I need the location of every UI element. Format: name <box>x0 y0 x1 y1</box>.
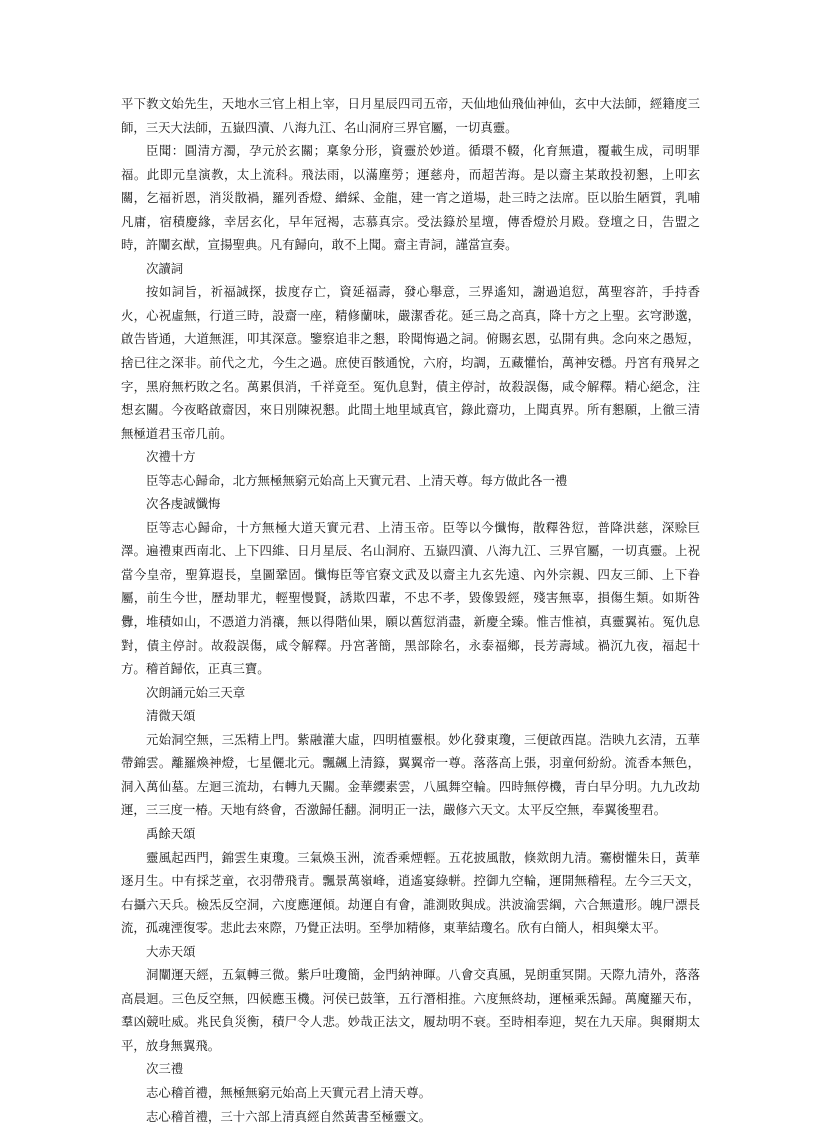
section-heading-three-bows: 次三禮 <box>146 1061 184 1077</box>
memorial-paragraph: 臣聞：圓清方濁，孕元於玄關；稟象分形，資靈於妙道。循環不輟，化育無遺，覆載生成，司明罪福。此即元皇演教，太上流科。飛法雨，以滿塵勞；運慈舟，而超苦海。是以齋主某敢投初懇，上叩玄關，乞福祈恩，消災散禍，羅列香燈、繒綵、金龍，建一宵之道場，赴三時之法席。臣以胎生陋質，乳哺凡庸，宿積慶緣，幸居玄化，早年冠褐，志慕真宗。受法籙於星壇，傳香燈於月殿。登壇之日，告盟之時，許闡玄猷，宣揚聖典。凡有歸向，敢不上聞。齋主青詞，謹當宣奏。 <box>121 143 700 253</box>
ten-directions-paragraph: 臣等志心歸命，北方無極無窮元始高上天實元君、上清天尊。每方做此各一禮 <box>146 472 568 488</box>
hymn-title-dachi: 大赤天頌 <box>146 943 196 959</box>
hymn-yuyu-paragraph: 靈風起西門，錦雲生東瓊。三氣煥玉洲，流香乘煙輕。五花披風散，倏欻朗九清。騫樹懽朱日，黃華逐月生。中有採芝童，衣羽帶飛青。飄景萬嶺峰，逍遙宴綠軿。控御九空輪，運開無稽程。左今三天文，右攝六天兵。檢炁反空洞，六度應運傾。劫運自有會，誰測敗與成。洪波淪雲綱，六合無遺形。魄尸漂長流，孤魂湮復零。悲此去來際，乃覺正法明。至學加精修，東華結瓊名。欣有白簡人，相與樂太平。 <box>121 849 700 936</box>
repentance-paragraph: 臣等志心歸命，十方無極大道天實元君、上清玉帝。臣等以今懺悔，散釋咎愆，普降洪慈，深赊巨澤。遍禮東西南北、上下四維、日月星辰、名山洞府、五嶽四瀆、八海九江、三界官屬，一切真靈。上祝當今皇帝，聖算遐長，皇圖鞏固。懺悔臣等官寮文武及以齋主九玄先遠、內外宗親、四友三師、上下眷屬，前生今世，歷劫罪尤，輕聖慢賢，誘欺四輩，不忠不孝，毀像毀經，殘害無辜，損傷生類。如斯咎釁，堆積如山，不憑道力消禳，無以得階仙果，願以舊愆消盡，新慶全臻。惟吉惟禎，真靈翼祐。冤仇息對，債主停討。故殺誤傷，咸令解釋。丹宮著簡，黑部除名，永泰福鄉，長芳壽域。禍沉九夜，福起十方。稽首歸依，正真三寶。 <box>121 519 700 677</box>
section-heading-ten-directions: 次禮十方 <box>146 449 196 465</box>
hymn-dachi-paragraph: 洞闡運天經，五氣轉三微。紫戶吐瓊簡，金門納神暉。八會交真風，晃朗重冥開。天際九清外，落落高晨迴。三色反空無，四候應玉機。河侯已鼓筆，五行潛相推。六度無終劫，運極乘炁歸。萬魔羅天布，羣凶競吐威。兆民負災衡，積尸令人悲。妙哉正法文，履劫明不衰。至時相奉迎，契在九天扉。與爾期太平，放身無翼飛。 <box>121 967 700 1053</box>
invocation-paragraph: 平下教文始先生，天地水三官上相上宰，日月星辰四司五帝，天仙地仙飛仙神仙，玄中大法師，經籍度三師，三天大法師，五嶽四瀆、八海九江、名山洞府三界官屬，一切真靈。 <box>121 96 700 135</box>
hymn-title-qingwei: 清微天頌 <box>146 708 196 724</box>
hymn-qingwei-paragraph: 元始洞空無，三炁精上門。紫融灌大虛，四明植靈根。妙化發東瓊，三便啟西崑。浩映九玄清，五華帶錦雲。離羅煥神燈，七星儷北元。飄飆上清籙，翼翼帝一尊。落落高上張，羽童何紛紛。流香本無色，洞入萬仙墓。左迴三流劫，右轉九天關。金華纓素雲，八風舞空輪。四時無停機，青白早分明。九九改劫運，三三度一椿。天地有終會，否激歸任翻。洞明正一法，嚴修六天文。太平反空無，奉翼後聖君。 <box>121 731 700 818</box>
document-page <box>121 92 700 1128</box>
petition-paragraph: 按如詞旨，祈福誠探，拔度存亡，資延福壽，發心舉意，三界遙知，謝過追愆，萬聖容許，手持香火，心祝虛無，行道三時，設齋一座，精修蘭味，嚴潔香花。延三島之高真，降十方之上聖。玄穹渺邈，啟告皆通，大道無涯，叩其深意。鑒察追非之懇，聆聞悔過之詞。俯賜玄恩，弘開有典。念向來之愚短，捨已往之深非。前代之尤，今生之過。庶使百骸通悅，六府，均調，五藏懽怡，萬神安穩。丹宮有飛昇之字，黑府無朽敗之名。萬累俱消，千祥竟至。冤仇息對，債主停討，故殺誤傷，咸令解釋。精心絕念，注想玄關。今夜略啟齋因，來日別陳祝懇。此間土地里域真官，錄此齋功，上聞真界。所有懇願，上徹三清無極道君玉帝几前。 <box>121 284 700 441</box>
section-heading-three-heavens: 次朗誦元始三天章 <box>146 684 246 700</box>
hymn-title-yuyu: 禹餘天頌 <box>146 825 196 841</box>
section-heading-read-petition: 次讀詞 <box>146 260 184 276</box>
bow-line-2: 志心稽首禮，三十六部上清真經自然黃書至極靈文。 <box>146 1108 431 1124</box>
bow-line-1: 志心稽首禮，無極無窮元始高上天實元君上清天尊。 <box>146 1084 431 1100</box>
section-heading-repentance: 次各虔誠懺悔 <box>146 496 221 512</box>
